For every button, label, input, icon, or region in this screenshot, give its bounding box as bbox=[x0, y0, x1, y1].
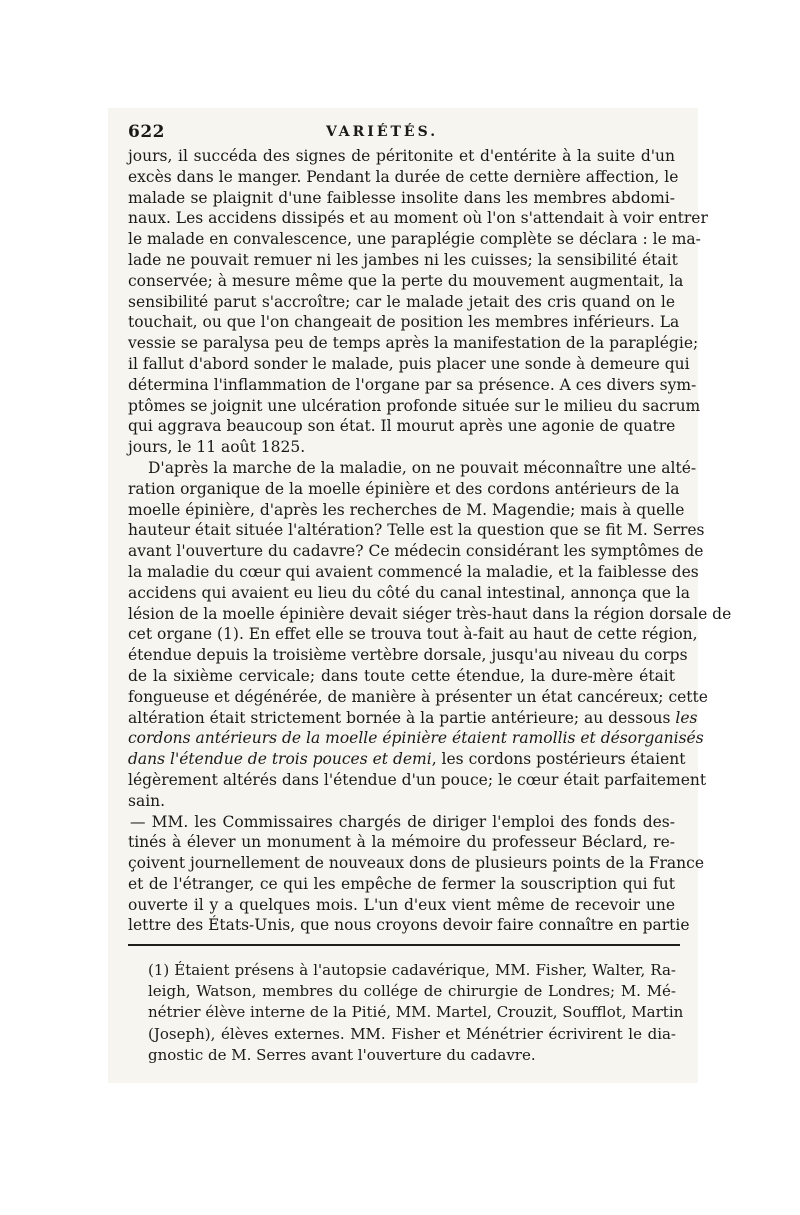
text-line: D'après la marche de la maladie, on ne pouvait méconnaître une alté- bbox=[148, 458, 697, 477]
text-line: le malade en convalescence, une paraplégie complète se déclara : le ma- bbox=[128, 230, 701, 249]
footnote-line: gnostic de M. Serres avant l'ouverture du cadavre. bbox=[148, 1045, 536, 1064]
text-line: la maladie du cœur qui avaient commencé la maladie, et la faiblesse des bbox=[128, 562, 699, 581]
text-line: hauteur était située l'altération? Telle est la question que se fit M. Serres bbox=[128, 521, 705, 540]
text-line: — MM. les Commissaires chargés de diriger l'emploi des fonds des- bbox=[130, 812, 675, 831]
text-line: moelle épinière, d'après les recherches de M. Magendie; mais à quelle bbox=[128, 500, 685, 519]
text-line: détermina l'inflammation de l'organe par sa présence. A ces divers sym- bbox=[128, 375, 697, 394]
text-segment: altération était strictement bornée à la partie antérieure; au dessous bbox=[128, 708, 671, 727]
italic-text: les bbox=[675, 708, 698, 727]
text-line: il fallut d'abord sonder le malade, puis placer une sonde à demeure qui bbox=[128, 354, 690, 373]
main-text bbox=[128, 146, 732, 936]
page-number: 622 bbox=[128, 122, 165, 142]
text-line: et de l'étranger, ce qui les empêche de fermer la souscription qui fut bbox=[128, 874, 675, 893]
text-line: excès dans le manger. Pendant la durée de cette dernière affection, le bbox=[128, 167, 679, 186]
footnote bbox=[148, 960, 684, 1066]
text-line: jours, il succéda des signes de péritonite et d'entérite à la suite d'un bbox=[128, 147, 675, 165]
text-line: légèrement altérés dans l'étendue d'un pouce; le cœur était parfaitement bbox=[128, 770, 707, 789]
text-line bbox=[128, 728, 704, 749]
text-line: de la sixième cervicale; dans toute cette étendue, la dure-mère était bbox=[128, 666, 675, 685]
text-line: jours, le 11 août 1825. bbox=[128, 438, 306, 457]
footnote-line: (1) Étaient présens à l'autopsie cadavérique, MM. Fisher, Walter, Ra- bbox=[148, 961, 676, 979]
text-line: naux. Les accidens dissipés et au moment où l'on s'attendait à voir entrer bbox=[128, 209, 708, 228]
text-line: ration organique de la moelle épinière et des cordons antérieurs de la bbox=[128, 479, 680, 498]
text-line: vessie se paralysa peu de temps après la manifestation de la paraplégie; bbox=[128, 334, 699, 353]
running-head: VARIÉTÉS. bbox=[326, 124, 439, 140]
text-line: qui aggrava beaucoup son état. Il mourut après une agonie de quatre bbox=[128, 417, 676, 436]
text-line: sain. bbox=[128, 791, 166, 810]
text-line bbox=[128, 708, 698, 729]
text-segment: , les cordons postérieurs étaient bbox=[431, 750, 686, 769]
text-line: fongueuse et dégénérée, de manière à présenter un état cancéreux; cette bbox=[128, 687, 708, 706]
text-line: avant l'ouverture du cadavre? Ce médecin considérant les symptômes de bbox=[128, 542, 704, 561]
footnote-line: leigh, Watson, membres du collége de chirurgie de Londres; M. Mé- bbox=[148, 982, 676, 1001]
paragraph-2 bbox=[128, 458, 732, 812]
footnote-divider bbox=[128, 944, 680, 946]
text-line: lettre des États-Unis, que nous croyons devoir faire connaître en partie bbox=[128, 916, 690, 935]
text-line bbox=[128, 749, 686, 770]
text-line: çoivent journellement de nouveaux dons de plusieurs points de la France bbox=[128, 854, 705, 873]
text-line: lésion de la moelle épinière devait siéger très-haut dans la région dorsale de bbox=[128, 604, 732, 623]
italic-text: cordons antérieurs de la moelle épinière étaient ramollis et désorganisés bbox=[128, 729, 704, 748]
page-header bbox=[128, 122, 676, 144]
text-line: cet organe (1). En effet elle se trouva tout à-fait au haut de cette région, bbox=[128, 625, 698, 644]
text-line: ouverte il y a quelques mois. L'un d'eux vient même de recevoir une bbox=[128, 895, 675, 914]
text-line: touchait, ou que l'on changeait de position les membres inférieurs. La bbox=[128, 313, 680, 332]
text-line: sensibilité parut s'accroître; car le malade jetait des cris quand on le bbox=[128, 292, 675, 311]
footnote-line: (Joseph), élèves externes. MM. Fisher et Ménétrier écrivirent le dia- bbox=[148, 1024, 676, 1043]
italic-text: dans l'étendue de trois pouces et demi bbox=[128, 750, 432, 769]
footnote-line: nétrier élève interne de la Pitié, MM. Martel, Crouzit, Soufflot, Martin bbox=[148, 1003, 684, 1022]
text-line: lade ne pouvait remuer ni les jambes ni les cuisses; la sensibilité était bbox=[128, 250, 678, 269]
text-line: accidens qui avaient eu lieu du côté du canal intestinal, annonça que la bbox=[128, 583, 691, 602]
paragraph-3 bbox=[128, 812, 705, 937]
text-line: conservée; à mesure même que la perte du mouvement augmentait, la bbox=[128, 271, 684, 290]
paragraph-1 bbox=[128, 146, 708, 458]
text-line: tinés à élever un monument à la mémoire du professeur Béclard, re- bbox=[128, 833, 675, 852]
text-line: ptômes se joignit une ulcération profonde située sur le milieu du sacrum bbox=[128, 396, 701, 415]
text-line: malade se plaignit d'une faiblesse insolite dans les membres abdomi- bbox=[128, 188, 675, 207]
text-line: étendue depuis la troisième vertèbre dorsale, jusqu'au niveau du corps bbox=[128, 646, 688, 665]
